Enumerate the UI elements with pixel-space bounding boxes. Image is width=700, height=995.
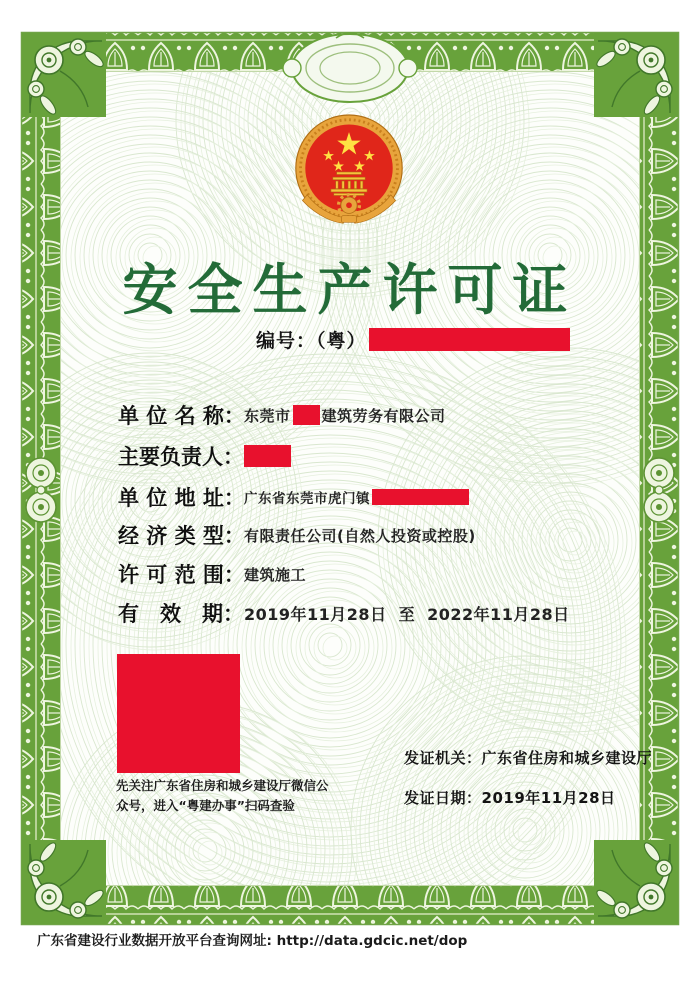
redaction-block <box>372 489 469 505</box>
redaction-block <box>244 445 291 467</box>
redaction-block <box>293 405 320 425</box>
field-label: 许 可 范 围： <box>118 563 245 587</box>
field-value: 广东省东莞市虎门镇 <box>244 487 469 507</box>
issue-date-value: 2019年11月28日 <box>481 789 616 807</box>
serial-label: 编号：（粤） <box>256 330 367 352</box>
issuer-label: 发证机关： <box>404 749 482 767</box>
field-row-license-scope <box>118 559 306 589</box>
issue-date-line <box>404 787 616 808</box>
field-label: 单 位 地 址： <box>118 486 245 510</box>
field-row-economic-type <box>118 520 476 550</box>
field-value: 有限责任公司(自然人投资或控股) <box>244 526 476 545</box>
field-label: 单 位 名 称： <box>118 404 245 428</box>
footer-note: 广东省建设行业数据开放平台查询网址: http://data.gdcic.net/dop <box>37 933 468 949</box>
field-value: 建筑施工 <box>244 565 307 584</box>
field-value <box>244 445 291 467</box>
field-row-responsible-person <box>118 441 291 471</box>
field-value: 2019年11月28日 至 2022年11月28日 <box>244 604 570 624</box>
field-label: 经 济 类 型： <box>118 524 245 548</box>
national-emblem-icon <box>292 110 406 234</box>
issuer-line <box>404 747 652 768</box>
issue-date-label: 发证日期： <box>404 789 482 807</box>
field-label: 有 效 期： <box>118 602 244 626</box>
field-value: 东莞市 建筑劳务有限公司 <box>244 406 446 425</box>
qr-redaction-block <box>117 654 240 773</box>
certificate-title: 安全生产许可证 <box>122 258 578 322</box>
field-row-validity <box>118 598 570 628</box>
serial-row <box>256 326 570 353</box>
serial-redaction-block <box>369 328 570 351</box>
field-row-company-name <box>118 400 446 430</box>
field-label: 主要负责人： <box>118 445 244 469</box>
qr-note: 先关注广东省住房和城乡建设厅微信公众号，进入“粤建办事”扫码查验 <box>116 778 329 813</box>
issuer-value: 广东省住房和城乡建设厅 <box>481 749 653 767</box>
field-row-address <box>118 482 469 512</box>
